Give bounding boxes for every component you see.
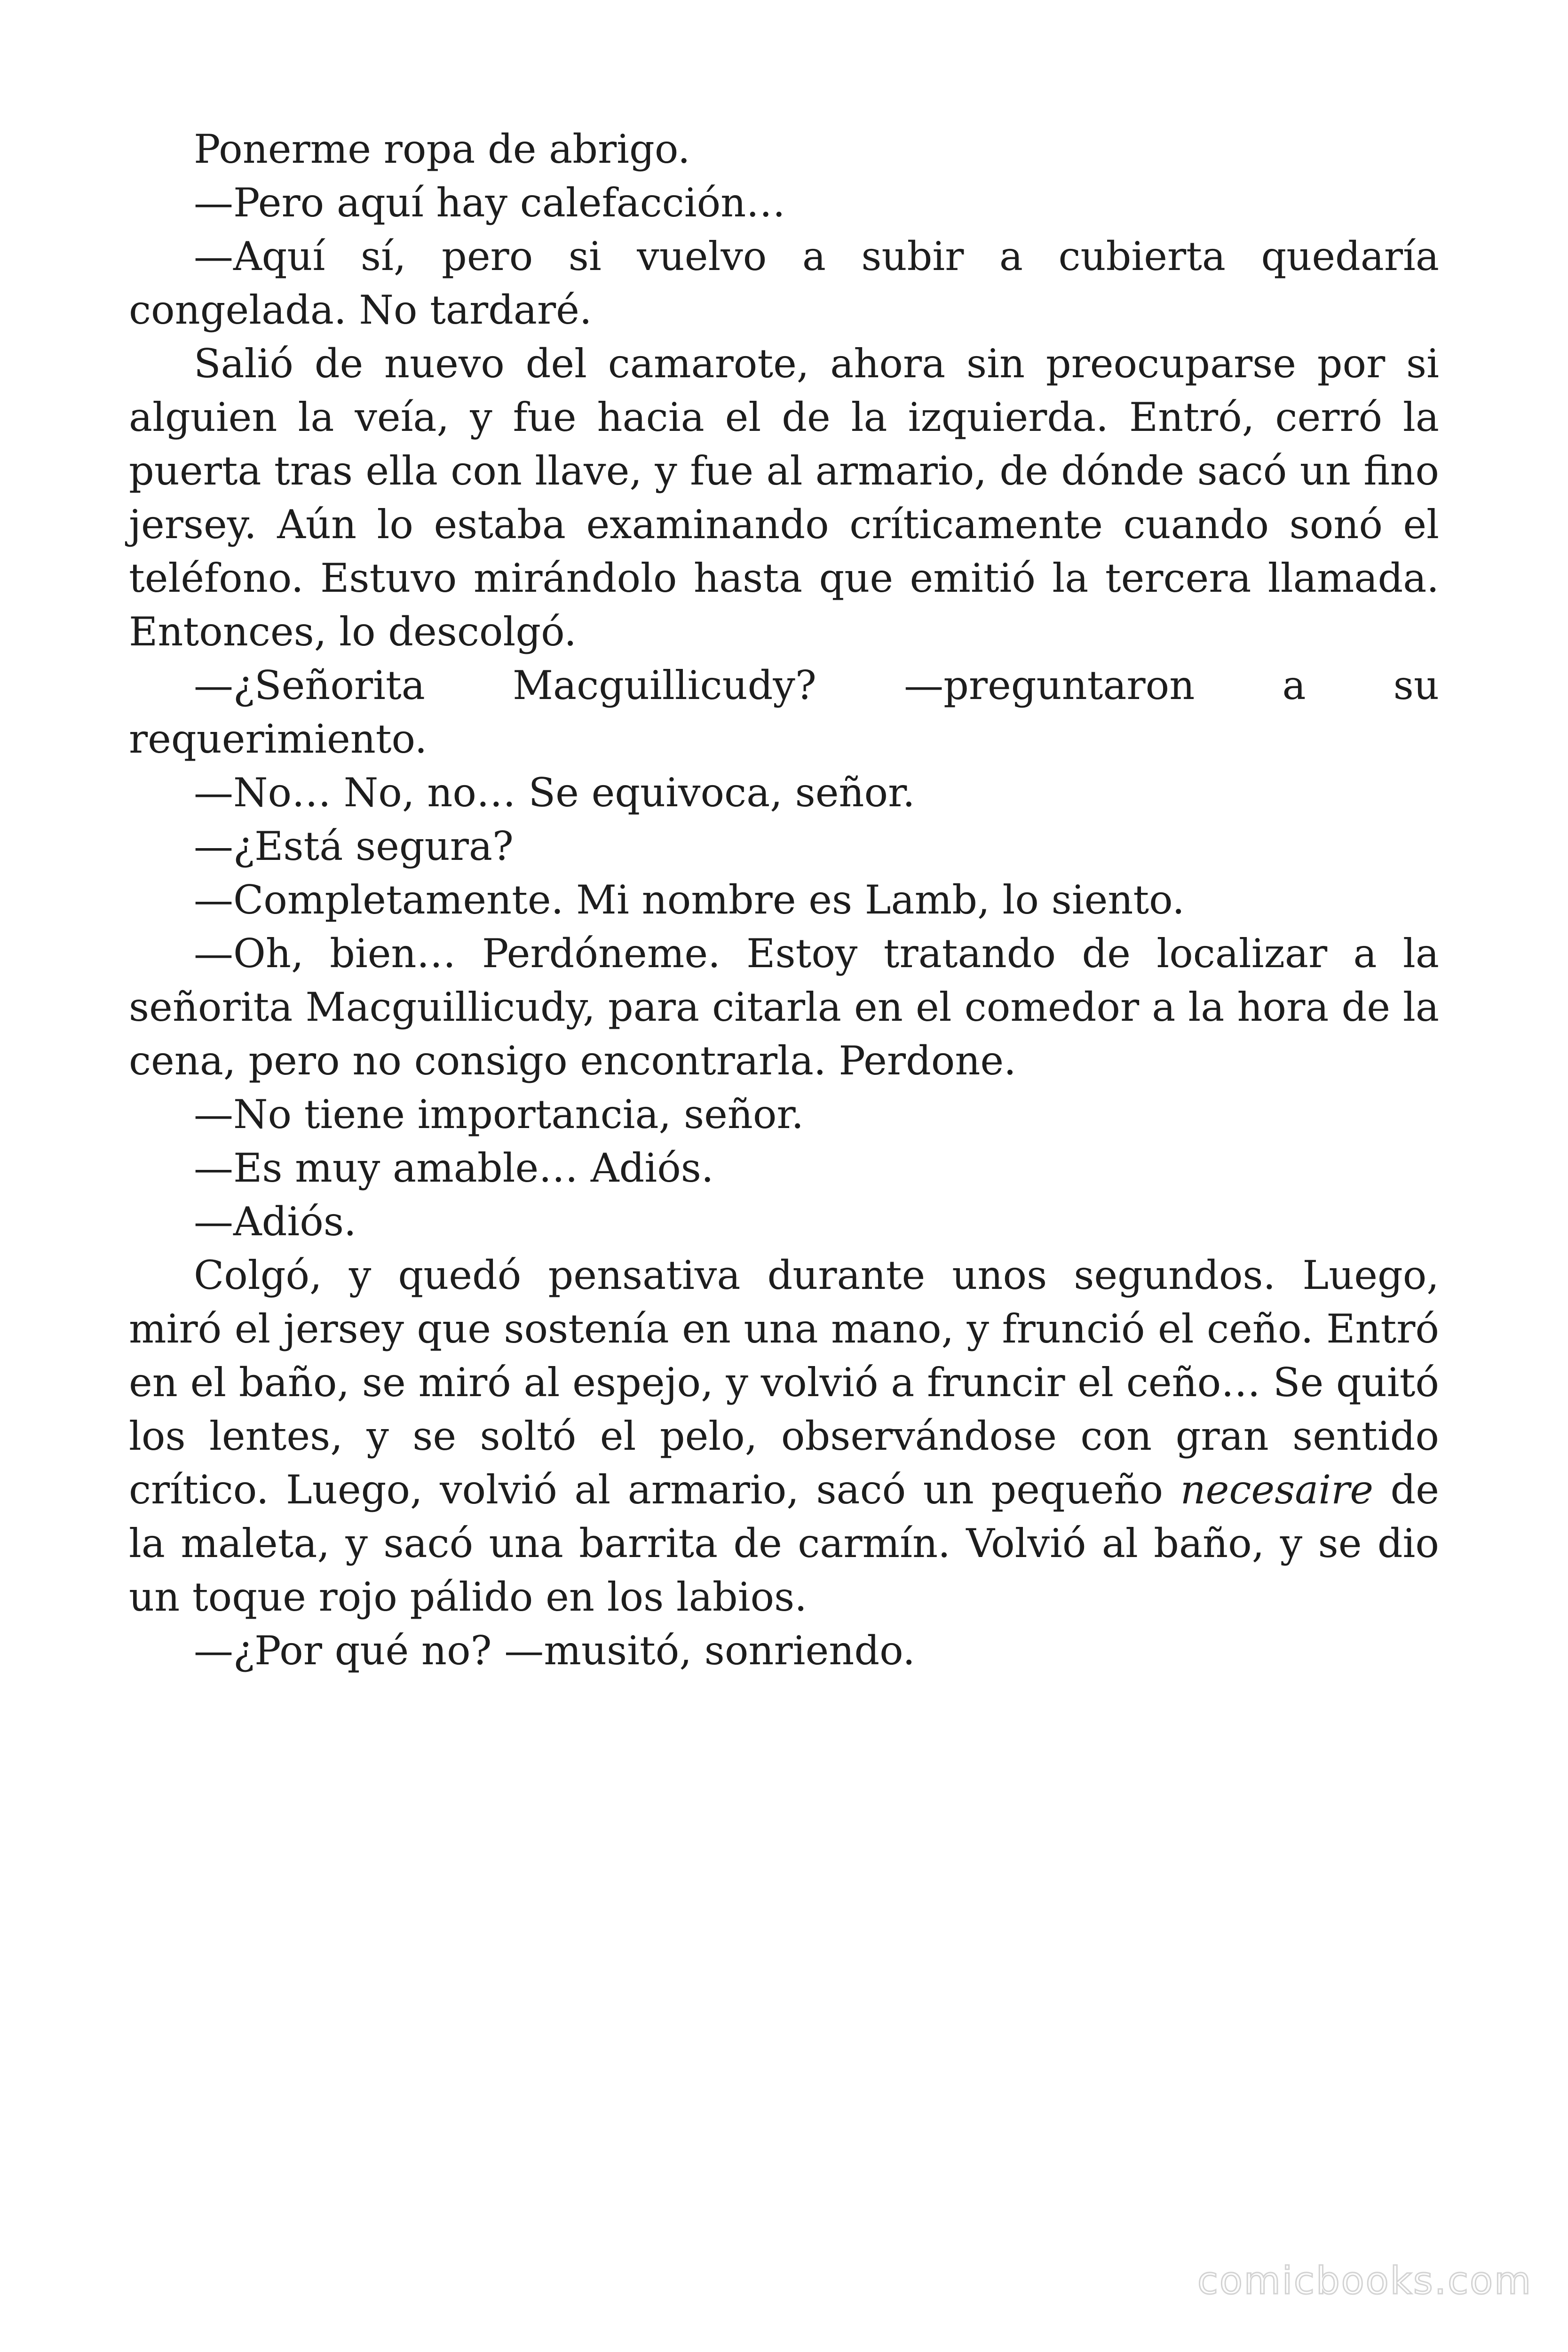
paragraph: Ponerme ropa de abrigo. bbox=[194, 126, 690, 172]
paragraph: —¿Señorita Macguillicudy? —preguntaron a su requerimiento. bbox=[129, 662, 1439, 762]
paragraph: —No tiene importancia, señor. bbox=[194, 1091, 804, 1137]
paragraph-colgo-after: de la maleta, y sacó una barrita de carmín. Volvió al baño, y se dio un toque rojo pálido en los labios. bbox=[129, 1467, 1439, 1620]
watermark: comicbooks.com bbox=[1197, 2259, 1532, 2303]
last-paragraph: —¿Por qué no? —musitó, sonriendo. bbox=[194, 1628, 915, 1674]
italic-word: necesaire bbox=[1180, 1467, 1374, 1513]
paragraph: Salió de nuevo del camarote, ahora sin preocuparse por si alguien la veía, y fue hacia el de la izquierda. Entró, cerró la puerta tras ella con llave, y fue al armario, de dónde sacó un fino jersey. Aún lo estaba examinando críticamente cuando sonó el teléfono. Estuvo mirándolo hasta que emitió la tercera llamada. Entonces, lo descolgó. bbox=[129, 341, 1439, 655]
paragraph: —¿Está segura? bbox=[194, 823, 514, 869]
page-text bbox=[129, 122, 1439, 1677]
paragraph-colgo bbox=[129, 1248, 1439, 1624]
paragraph: —No… No, no… Se equivoca, señor. bbox=[194, 770, 915, 816]
paragraph: —Aquí sí, pero si vuelvo a subir a cubierta quedaría congelada. No tardaré. bbox=[129, 233, 1439, 333]
paragraph: —Adiós. bbox=[194, 1199, 356, 1245]
paragraph: —Completamente. Mi nombre es Lamb, lo siento. bbox=[194, 877, 1185, 923]
paragraph: —Pero aquí hay calefacción… bbox=[194, 180, 786, 226]
paragraph: —Oh, bien… Perdóneme. Estoy tratando de localizar a la señorita Macguillicudy, para citarla en el comedor a la hora de la cena, pero no consigo encontrarla. Perdone. bbox=[129, 930, 1439, 1084]
paragraph-colgo-before: Colgó, y quedó pensativa durante unos segundos. Luego, miró el jersey que sostenía en una mano, y frunció el ceño. Entró en el baño, se miró al espejo, y volvió a fruncir el ceño… Se quitó los lentes, y se soltó el pelo, observándose con gran sentido crítico. Luego, volvió al armario, sacó un pequeño bbox=[129, 1252, 1439, 1513]
paragraph: —Es muy amable… Adiós. bbox=[194, 1145, 714, 1191]
